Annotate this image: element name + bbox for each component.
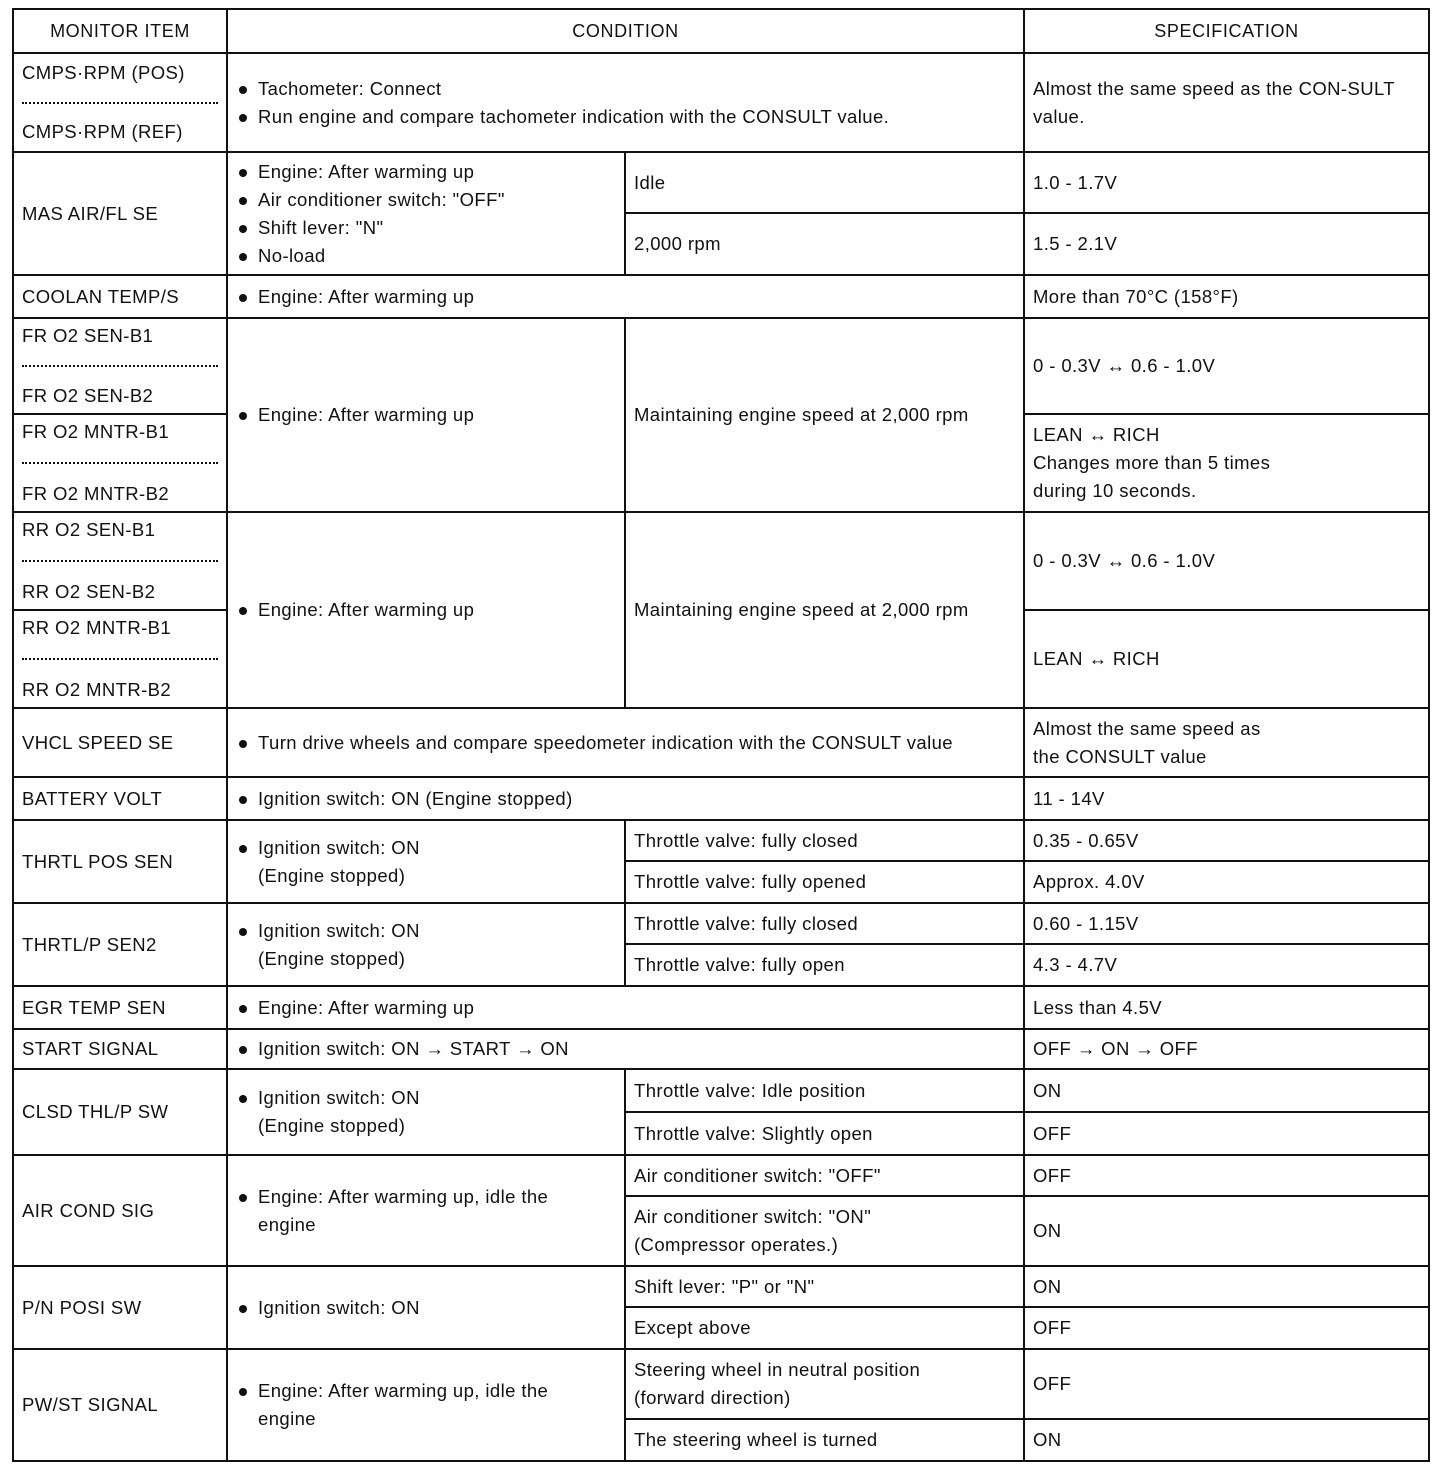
condition-bullet: Engine: After warming up bbox=[236, 158, 616, 186]
table-row bbox=[13, 986, 1429, 1029]
sub-condition-cell: Throttle valve: Idle position bbox=[625, 1069, 1024, 1112]
condition-cell bbox=[227, 986, 1024, 1029]
condition-list bbox=[236, 158, 616, 270]
condition-line: engine bbox=[258, 1213, 316, 1235]
header-monitor-item: MONITOR ITEM bbox=[13, 9, 227, 53]
spec-cell: OFF bbox=[1024, 1349, 1429, 1419]
monitor-item-cell: THRTL POS SEN bbox=[13, 820, 227, 903]
spec-line: Changes more than 5 times bbox=[1033, 452, 1271, 473]
dotted-separator bbox=[22, 462, 218, 464]
condition-line: Engine: After warming up, idle the bbox=[258, 1185, 549, 1207]
condition-cell bbox=[227, 708, 1024, 777]
condition-bullet: No-load bbox=[236, 242, 616, 270]
spec-cell: Approx. 4.0V bbox=[1024, 861, 1429, 903]
table-row bbox=[13, 318, 1429, 414]
header-specification: SPECIFICATION bbox=[1024, 9, 1429, 53]
condition-bullet bbox=[236, 917, 616, 973]
spec-cell: 1.5 - 2.1V bbox=[1024, 213, 1429, 275]
item-name: CMPS·RPM (REF) bbox=[22, 121, 183, 142]
condition-bullet: Ignition switch: ON bbox=[236, 1294, 616, 1322]
condition-line: engine bbox=[258, 1408, 316, 1429]
sub-condition-cell: Throttle valve: fully closed bbox=[625, 903, 1024, 944]
condition-cell bbox=[227, 1069, 625, 1155]
monitor-item-cell: START SIGNAL bbox=[13, 1029, 227, 1069]
sub-condition-cell: Shift lever: "P" or "N" bbox=[625, 1266, 1024, 1307]
sub-condition-cell bbox=[625, 1196, 1024, 1266]
monitor-item-cell: COOLAN TEMP/S bbox=[13, 275, 227, 318]
spec-line: during 10 seconds. bbox=[1033, 480, 1197, 501]
spec-cell: Less than 4.5V bbox=[1024, 986, 1429, 1029]
sub-condition-line: (forward direction) bbox=[634, 1387, 791, 1408]
monitor-item-cell bbox=[13, 610, 227, 708]
sub-condition-cell: Except above bbox=[625, 1307, 1024, 1349]
condition-bullet bbox=[236, 834, 616, 890]
sub-condition-cell: The steering wheel is turned bbox=[625, 1419, 1024, 1461]
spec-cell: 1.0 - 1.7V bbox=[1024, 152, 1429, 213]
monitor-item-cell: CLSD THL/P SW bbox=[13, 1069, 227, 1155]
spec-cell: OFF bbox=[1024, 1155, 1429, 1196]
dotted-separator bbox=[22, 365, 218, 367]
condition-bullet: Ignition switch: ON → START → ON bbox=[236, 1035, 1015, 1063]
spec-cell: OFF → ON → OFF bbox=[1024, 1029, 1429, 1069]
monitor-item-cell bbox=[13, 512, 227, 610]
sub-condition-cell: 2,000 rpm bbox=[625, 213, 1024, 275]
spec-line: LEAN ↔ RICH bbox=[1033, 424, 1160, 445]
table-row bbox=[13, 820, 1429, 861]
condition-line: (Engine stopped) bbox=[258, 947, 406, 969]
spec-cell: 0.60 - 1.15V bbox=[1024, 903, 1429, 944]
table-row bbox=[13, 708, 1429, 777]
item-name: RR O2 SEN-B2 bbox=[22, 581, 156, 602]
condition-cell bbox=[227, 1029, 1024, 1069]
condition-cell bbox=[227, 512, 625, 708]
condition-cell bbox=[227, 777, 1024, 820]
spec-cell: ON bbox=[1024, 1419, 1429, 1461]
condition-cell bbox=[227, 275, 1024, 318]
condition-bullet: Run engine and compare tachometer indication with the CONSULT value. bbox=[236, 103, 1015, 131]
monitor-spec-table bbox=[12, 8, 1430, 1462]
condition-line: (Engine stopped) bbox=[258, 864, 406, 886]
sub-condition-cell: Air conditioner switch: "OFF" bbox=[625, 1155, 1024, 1196]
spec-cell: 0.35 - 0.65V bbox=[1024, 820, 1429, 861]
condition-bullet: Shift lever: "N" bbox=[236, 214, 616, 242]
table-row bbox=[13, 1029, 1429, 1069]
condition-list bbox=[236, 75, 1015, 131]
spec-cell: More than 70°C (158°F) bbox=[1024, 275, 1429, 318]
spec-cell: ON bbox=[1024, 1266, 1429, 1307]
monitor-item-cell: BATTERY VOLT bbox=[13, 777, 227, 820]
monitor-item-cell: AIR COND SIG bbox=[13, 1155, 227, 1266]
table-row bbox=[13, 1349, 1429, 1419]
item-name: FR O2 MNTR-B2 bbox=[22, 483, 170, 504]
spec-cell: OFF bbox=[1024, 1307, 1429, 1349]
sub-condition-cell: Throttle valve: fully closed bbox=[625, 820, 1024, 861]
condition-bullet: Engine: After warming up bbox=[236, 283, 1015, 311]
condition-bullet: Turn drive wheels and compare speedometer indication with the CONSULT value bbox=[236, 729, 1015, 757]
spec-cell: 0 - 0.3V ↔ 0.6 - 1.0V bbox=[1024, 318, 1429, 414]
monitor-item-cell: PW/ST SIGNAL bbox=[13, 1349, 227, 1461]
dotted-separator bbox=[22, 560, 218, 562]
monitor-item-cell: THRTL/P SEN2 bbox=[13, 903, 227, 986]
table-row bbox=[13, 275, 1429, 318]
spec-cell: Almost the same speed as the CON-SULT value. bbox=[1024, 53, 1429, 152]
condition-cell bbox=[227, 318, 625, 512]
sub-condition-line: Air conditioner switch: "ON" bbox=[634, 1206, 872, 1227]
table-row bbox=[13, 1069, 1429, 1112]
condition-cell bbox=[227, 820, 625, 903]
spec-cell: ON bbox=[1024, 1069, 1429, 1112]
condition-line: (Engine stopped) bbox=[258, 1115, 406, 1136]
monitor-item-cell: MAS AIR/FL SE bbox=[13, 152, 227, 275]
condition-cell bbox=[227, 1266, 625, 1349]
spec-cell: ON bbox=[1024, 1196, 1429, 1266]
item-name: CMPS·RPM (POS) bbox=[22, 62, 185, 83]
dotted-separator bbox=[22, 658, 218, 660]
sub-condition-cell: Maintaining engine speed at 2,000 rpm bbox=[625, 512, 1024, 708]
spec-cell: 0 - 0.3V ↔ 0.6 - 1.0V bbox=[1024, 512, 1429, 610]
condition-bullet: Engine: After warming up bbox=[236, 401, 616, 429]
spec-cell: 11 - 14V bbox=[1024, 777, 1429, 820]
sub-condition-cell: Throttle valve: fully opened bbox=[625, 861, 1024, 903]
monitor-item-cell: VHCL SPEED SE bbox=[13, 708, 227, 777]
sub-condition-cell: Throttle valve: fully open bbox=[625, 944, 1024, 986]
condition-bullet bbox=[236, 1183, 616, 1239]
condition-cell bbox=[227, 903, 625, 986]
condition-line: Ignition switch: ON bbox=[258, 836, 420, 858]
sub-condition-line: Steering wheel in neutral position bbox=[634, 1359, 921, 1380]
condition-line: Ignition switch: ON bbox=[258, 1087, 420, 1108]
condition-bullet bbox=[236, 1084, 616, 1140]
dotted-separator bbox=[22, 102, 218, 104]
sub-condition-line: (Compressor operates.) bbox=[634, 1234, 839, 1255]
item-pair bbox=[22, 517, 218, 605]
table-row bbox=[13, 152, 1429, 213]
condition-cell bbox=[227, 53, 1024, 152]
sub-condition-cell: Idle bbox=[625, 152, 1024, 213]
table-row bbox=[13, 53, 1429, 152]
table-row bbox=[13, 1266, 1429, 1307]
item-name: RR O2 MNTR-B2 bbox=[22, 679, 172, 700]
item-pair bbox=[22, 419, 218, 507]
item-name: FR O2 SEN-B2 bbox=[22, 385, 154, 406]
condition-bullet: Tachometer: Connect bbox=[236, 75, 1015, 103]
condition-bullet: Engine: After warming up bbox=[236, 596, 616, 624]
spec-cell: 4.3 - 4.7V bbox=[1024, 944, 1429, 986]
condition-line: Ignition switch: ON bbox=[258, 919, 420, 941]
spec-line: the CONSULT value bbox=[1033, 745, 1207, 767]
item-name: FR O2 MNTR-B1 bbox=[22, 421, 170, 442]
spec-cell bbox=[1024, 414, 1429, 512]
table-row bbox=[13, 903, 1429, 944]
condition-line: Engine: After warming up, idle the bbox=[258, 1380, 549, 1401]
item-name: RR O2 SEN-B1 bbox=[22, 519, 156, 540]
table-row bbox=[13, 777, 1429, 820]
spec-cell bbox=[1024, 708, 1429, 777]
condition-bullet: Ignition switch: ON (Engine stopped) bbox=[236, 785, 1015, 813]
condition-bullet: Air conditioner switch: "OFF" bbox=[236, 186, 616, 214]
spec-line: Almost the same speed as bbox=[1033, 717, 1261, 739]
spec-cell: OFF bbox=[1024, 1112, 1429, 1155]
condition-cell bbox=[227, 152, 625, 275]
item-pair bbox=[22, 60, 218, 145]
table-row bbox=[13, 512, 1429, 610]
header-condition: CONDITION bbox=[227, 9, 1024, 53]
header-row bbox=[13, 9, 1429, 53]
monitor-item-cell bbox=[13, 53, 227, 152]
monitor-item-cell: P/N POSI SW bbox=[13, 1266, 227, 1349]
condition-bullet bbox=[236, 1377, 616, 1433]
specification-sheet bbox=[12, 8, 1430, 1462]
item-name: RR O2 MNTR-B1 bbox=[22, 617, 172, 638]
condition-cell bbox=[227, 1155, 625, 1266]
spec-cell: LEAN ↔ RICH bbox=[1024, 610, 1429, 708]
sub-condition-cell bbox=[625, 1349, 1024, 1419]
sub-condition-cell: Throttle valve: Slightly open bbox=[625, 1112, 1024, 1155]
condition-cell bbox=[227, 1349, 625, 1461]
sub-condition-cell: Maintaining engine speed at 2,000 rpm bbox=[625, 318, 1024, 512]
item-pair bbox=[22, 323, 218, 409]
item-name: FR O2 SEN-B1 bbox=[22, 325, 154, 346]
item-pair bbox=[22, 615, 218, 703]
monitor-item-cell: EGR TEMP SEN bbox=[13, 986, 227, 1029]
monitor-item-cell bbox=[13, 414, 227, 512]
monitor-item-cell bbox=[13, 318, 227, 414]
table-row bbox=[13, 1155, 1429, 1196]
condition-bullet: Engine: After warming up bbox=[236, 994, 1015, 1022]
